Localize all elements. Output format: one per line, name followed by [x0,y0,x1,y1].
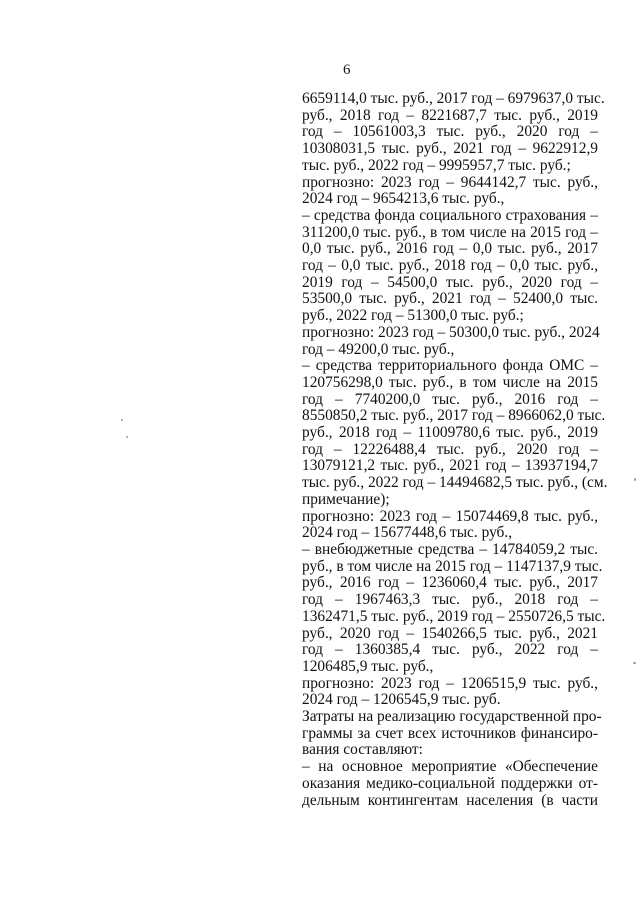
text-line: – средства территориального фонда ОМС – [302,357,598,375]
scan-speck [121,419,123,421]
text-line: 8550850,2 тыс. руб., 2017 год – 8966062,0 тыс. [302,407,606,425]
text-line: руб., 2018 год – 8221687,7 тыс. руб., 2019 [302,106,598,124]
scan-speck [634,478,636,481]
text-line: Затраты на реализацию государственной про- [302,708,602,726]
page-number: 6 [343,62,351,78]
text-line: 2024 год – 15677448,6 тыс. руб., [302,524,513,542]
text-line: тыс. руб., 2022 год – 14494682,5 тыс. руб., (см. [302,474,608,492]
text-line: – внебюджетные средства – 14784059,2 тыс. [302,540,598,558]
text-line: – на основное мероприятие «Обеспечение [302,758,598,776]
text-line: оказания медико-социальной поддержки от- [302,774,598,792]
text-line: прогнозно: 2023 год – 15074469,8 тыс. руб., [302,507,598,525]
text-line: руб., в том числе на 2015 год – 1147137,9 тыс. [302,557,603,575]
text-line: прогнозно: 2023 год – 1206515,9 тыс. руб., [302,674,598,692]
text-line: 1362471,5 тыс. руб., 2019 год – 2550726,5 тыс. [302,607,606,625]
text-line: 10308031,5 тыс. руб., 2021 год – 9622912,9 [302,140,598,158]
text-line: год – 7740200,0 тыс. руб., 2016 год – [302,390,598,408]
text-line: 13079121,2 тыс. руб., 2021 год – 13937194,7 [302,457,598,475]
text-line: год – 10561003,3 тыс. руб., 2020 год – [302,123,598,141]
text-line: 2024 год – 9654213,6 тыс. руб., [302,190,505,208]
text-line: 2019 год – 54500,0 тыс. руб., 2020 год – [302,273,598,291]
text-line: 2024 год – 1206545,9 тыс. руб. [302,691,501,709]
text-line: – средства фонда социального страхования – [302,206,598,224]
text-line: прогнозно: 2023 год – 9644142,7 тыс. руб., [302,173,598,191]
text-line: руб., 2018 год – 11009780,6 тыс. руб., 2019 [302,424,598,442]
text-line: 120756298,0 тыс. руб., в том числе на 2015 [302,373,598,391]
text-line: 1206485,9 тыс. руб., [302,657,434,675]
text-line: год – 0,0 тыс. руб., 2018 год – 0,0 тыс. руб., [302,257,598,275]
financing-text-block [302,90,608,809]
text-line: год – 1967463,3 тыс. руб., 2018 год – [302,591,598,609]
text-line: тыс. руб., 2022 год – 9995957,7 тыс. руб.; [302,156,571,174]
text-line: 311200,0 тыс. руб., в том числе на 2015 год – [302,223,598,241]
text-line: примечание); [302,490,390,508]
text-line: 0,0 тыс. руб., 2016 год – 0,0 тыс. руб., 2017 [302,240,598,258]
text-line: дельным контингентам населения (в части [302,791,598,809]
text-line: 6659114,0 тыс. руб., 2017 год – 6979637,0 тыс. [302,90,605,107]
text-line: вания составляют: [302,741,423,759]
text-line: 53500,0 тыс. руб., 2021 год – 52400,0 тыс. [302,290,598,308]
text-line: год – 1360385,4 тыс. руб., 2022 год – [302,641,598,659]
text-line: граммы за счет всех источников финансиро- [302,724,598,742]
scan-speck [633,662,636,664]
text-line: прогнозно: 2023 год – 50300,0 тыс. руб., 2024 [302,323,600,341]
text-line: год – 12226488,4 тыс. руб., 2020 год – [302,440,598,458]
text-line: руб., 2016 год – 1236060,4 тыс. руб., 2017 [302,574,598,592]
text-line: год – 49200,0 тыс. руб., [302,340,455,358]
scan-speck [126,436,128,438]
text-line: руб., 2022 год – 51300,0 тыс. руб.; [302,307,524,325]
text-line: руб., 2020 год – 1540266,5 тыс. руб., 2021 [302,624,598,642]
